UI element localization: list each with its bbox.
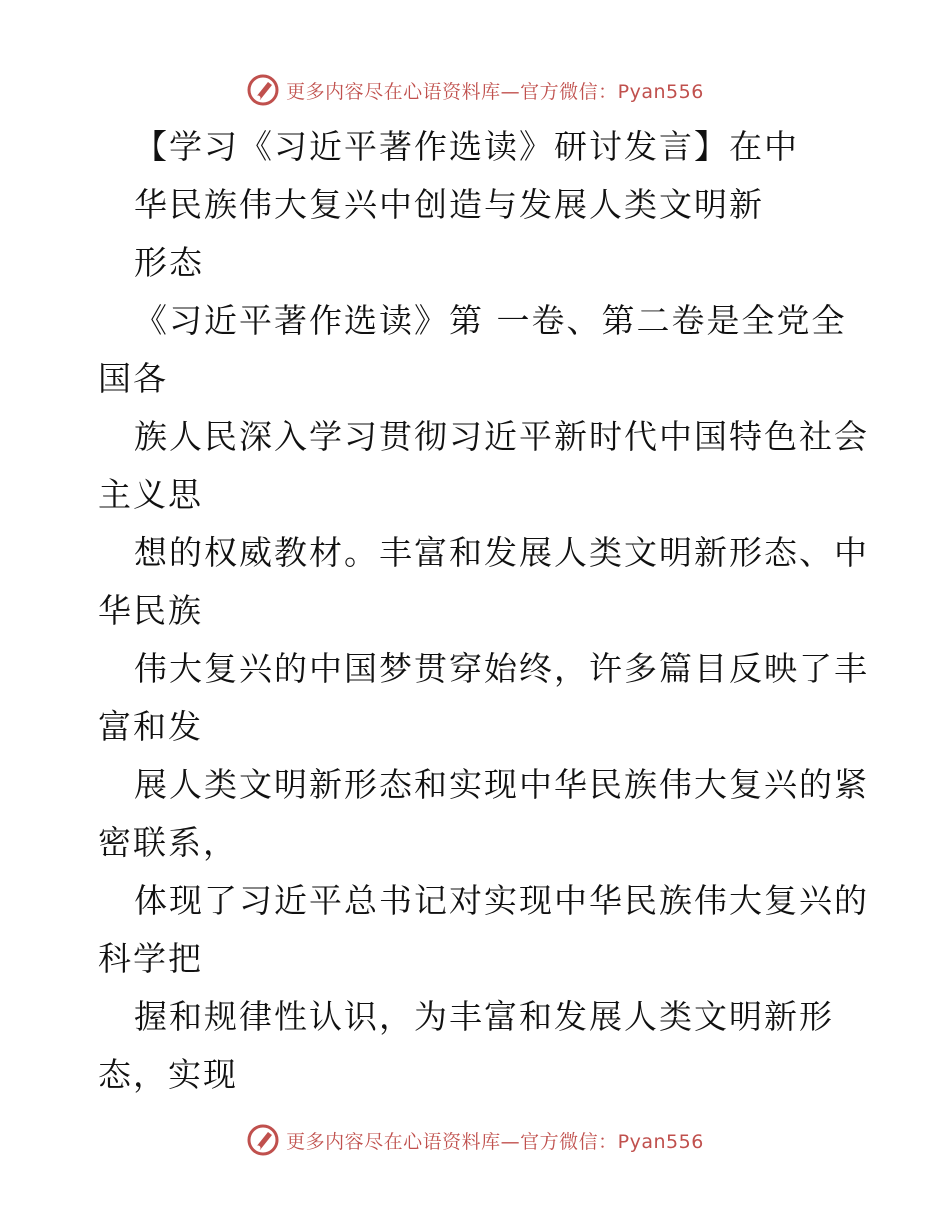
title-line-2: 华民族伟大复兴中创造与发展人类文明新	[134, 185, 764, 224]
footer-banner-text: 更多内容尽在心语资料库—官方微信：Pyan556	[286, 1130, 704, 1153]
body-line: 华民族	[98, 591, 203, 630]
footer-banner	[0, 1120, 950, 1160]
body-line: 体现了习近平总书记对实现中华民族伟大复兴的	[134, 881, 869, 920]
pen-nib-logo-icon	[246, 1123, 280, 1157]
body-line: 族人民深入学习贯彻习近平新时代中国特色社会	[134, 417, 869, 456]
body-line: 握和规律性认识，为丰富和发展人类文明新形	[134, 997, 834, 1036]
body-line: 展人类文明新形态和实现中华民族伟大复兴的紧	[134, 765, 869, 804]
pen-nib-logo-icon	[246, 73, 280, 107]
title-line-3: 形态	[134, 243, 204, 282]
body-line: 密联系，	[98, 823, 238, 862]
header-banner-text: 更多内容尽在心语资料库—官方微信：Pyan556	[286, 80, 704, 103]
header-banner	[0, 70, 950, 110]
body-line: 科学把	[98, 939, 203, 978]
body-line: 国各	[98, 359, 168, 398]
body-line: 《习近平著作选读》第 一卷、第二卷是全党全	[134, 301, 847, 340]
title-line-1: 【学习《习近平著作选读》研讨发言】在中	[134, 127, 799, 166]
body-line: 主义思	[98, 475, 203, 514]
body-line: 富和发	[98, 707, 203, 746]
body-line: 想的权威教材。丰富和发展人类文明新形态、中	[134, 533, 869, 572]
body-line: 态，实现	[98, 1055, 238, 1094]
body-line: 伟大复兴的中国梦贯穿始终，许多篇目反映了丰	[134, 649, 869, 688]
